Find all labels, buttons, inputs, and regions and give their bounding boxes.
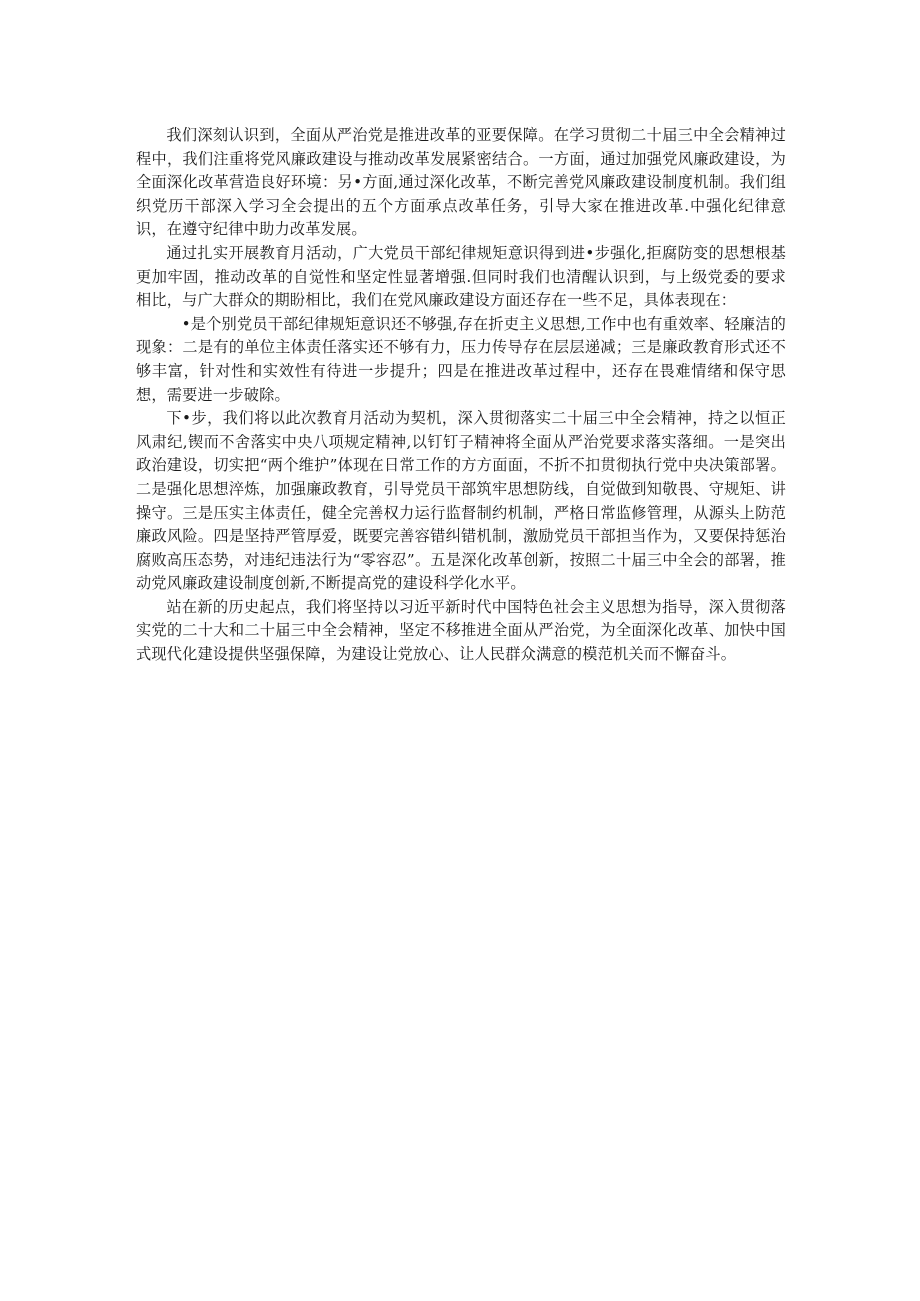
paragraph-shortcomings: •是个别党员干部纪律规矩意识还不够强,存在折吏主义思想,工作中也有重效率、轻廉洁的现象：二是有的单位主体责任落实还不够有力，压力传导存在层层递减；三是廉政教育形式还不够丰富，针对性和实效性有待进一步提升；四是在推进改革过程中，还存在畏难情绪和保守思想，需要进一步破除。 — [136, 314, 786, 404]
document-body — [136, 124, 786, 667]
paragraph-reform-guarantee: 我们深刻认识到，全面从严治党是推进改革的亚要保障。在学习贯彻二十届三中全会精神过程中，我们注重将党风廉政建设与推动改革发展紧密结合。一方面，通过加强党风廉政建设，为全面深化改革营造良好环境：另•方面,通过深化改革，不断完善党风廉政建设制度机制。我们组织党历干部深入学习全会提出的五个方面承点改革任务，引导大家在推进改革.中强化纪律意识，在遵守纪律中助力改革发展。 — [136, 126, 786, 239]
paragraph-conclusion: 站在新的历史起点，我们将坚持以习近平新时代中国特色社会主义思想为指导，深入贯彻落实党的二十大和二十届三中全会精神，坚定不移推进全面从严治党，为全面深化改革、加快中国式现代化建设提供坚强保障，为建设让党放心、让人民群众满意的模范机关而不懈奋斗。 — [136, 597, 786, 664]
paragraph-education-month-results: 通过扎实开展教育月活动，广大党员干部纪律规矩意识得到进•步强化,拒腐防变的思想根基更加牢固，推动改革的自觉性和坚定性显著增强.但同时我们也清醒认识到，与上级党委的要求相比，与广大群众的期盼相比，我们在党风廉政建设方面还存在一些不足，具体表现在： — [136, 243, 786, 310]
paragraph-next-steps: 下•步，我们将以此次教育月活动为契机，深入贯彻落实二十届三中全会精神，持之以恒正风肃纪,锲而不舍落实中央八项规定精神,以钉钉子精神将全面从严治党要求落实落细。一是突出政治建设，切实把“两个维护”体现在日常工作的方方面面，不折不扣贯彻执行党中央决策部署。二是强化思想淬炼，加强廉政教育，引导党员干部筑牢思想防线，自觉做到知敬畏、守规矩、讲操守。三是压实主体责任，健全完善权力运行监督制约机制，严格日常监修管理，从源头上防范廉政风险。四是坚持严管厚爱，既要完善容错纠错机制，激励党员干部担当作为，又要保持惩治腐败高压态势，对违纪违法行为“零容忍”。五是深化改革创新，按照二十届三中全会的部署，推动党风廉政建设制度创新,不断提高党的建设科学化水平。 — [136, 409, 786, 593]
